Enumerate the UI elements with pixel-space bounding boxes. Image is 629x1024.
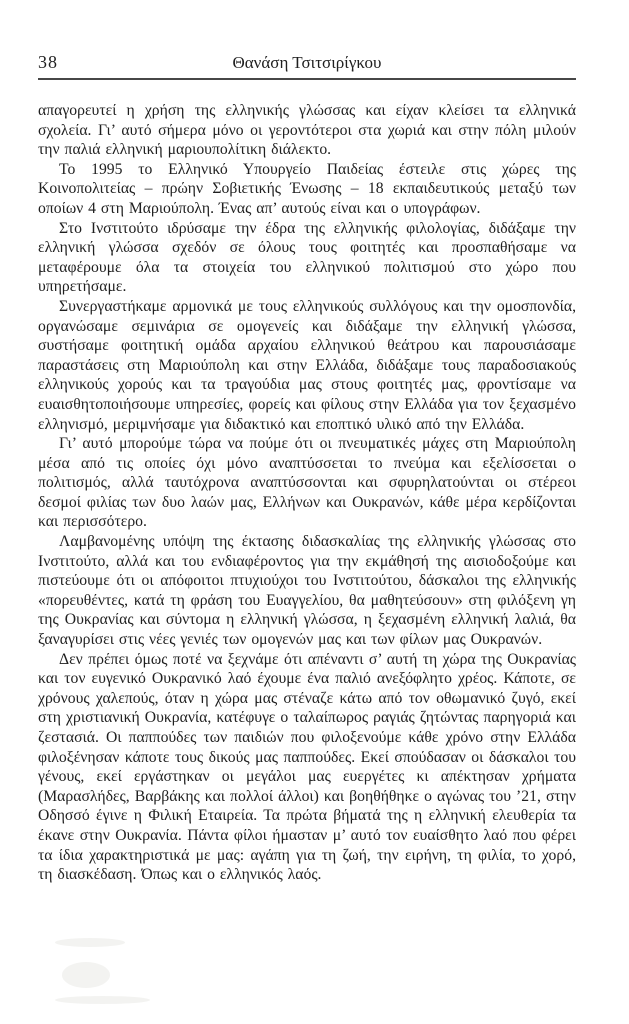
scan-artifact xyxy=(55,938,125,947)
paragraph: απαγορευτεί η χρήση της ελληνικής γλώσσας και είχαν κλείσει τα ελληνικά σχολεία. Γι’ αυτό σήμερα μόνο οι γεροντότεροι στα χωριά και στην πόλη μιλούν την παλιά ελληνική μαριουπολίτικη διάλεκτο. xyxy=(38,102,576,159)
body-text xyxy=(38,101,576,885)
running-header-title: Θανάση Τσιτσιρίγκου xyxy=(232,53,382,72)
paragraph: Στο Ινστιτούτο ιδρύσαμε την έδρα της ελληνικής φιλολογίας, διδάξαμε την ελληνική γλώσσα σχεδόν σε όλους τους φοιτητές και προσπαθήσαμε να μεταφέρουμε όλα τα στοιχεία του ελληνικού πολιτισμού στο χώρο που υπηρετήσαμε. xyxy=(38,219,576,296)
paragraph: Δεν πρέπει όμως ποτέ να ξεχνάμε ότι απέναντι σ’ αυτή τη χώρα της Ουκρανίας και τον ευγενικό Ουκρανικό λαό έχουμε ένα παλιό ανεξόφλητο χρέος. Κάποτε, σε χρόνους χαλεπούς, όταν η χώρα μας στέναζε κάτω από τον οθωμανικό ζυγό, εκεί στη χριστιανική Ουκρανία, κατέφυγε ο ταλαίπωρος ραγιάς ζητώντας παρηγοριά και ζεστασιά. Οι παππούδες των παιδιών που φιλοξενούμε κάθε χρόνο στην Ελλάδα φιλοξένησαν κάποτε τους δικούς μας παππούδες. Εκεί σπούδασαν οι δάσκαλοι του γένους, εκεί εργάστηκαν οι μεγάλοι μας ευεργέτες κι απέκτησαν χρήματα (Μαρασλήδες, Βαρβάκης και πολλοί άλλοι) και βοηθήθηκε ο αγώνας του ’21, στην Οδησσό έγινε η Φιλική Εταιρεία. Τα πρώτα βήματά της η ελληνική ελευθερία τα έκανε στην Ουκρανία. Πάντα φίλοι ήμασταν μ’ αυτό τον ευαίσθητο λαό που φέρει τα ίδια χαρακτηριστικά με μας: αγάπη για τη ζωή, την ειρήνη, τη φιλία, το χορό, τη διασκέδαση. Όπως και ο ελληνικός λαός. xyxy=(38,650,576,884)
scan-artifact xyxy=(62,962,110,988)
page-number: 38 xyxy=(38,52,58,72)
paragraph: Συνεργαστήκαμε αρμονικά με τους ελληνικούς συλλόγους και την ομοσπονδία, οργανώσαμε σεμινάρια σε ομογενείς και διδάξαμε την ελληνική γλώσσα, συστήσαμε φοιτητική ομάδα αρχαίου ελληνικού θεάτρου και παρουσιάσαμε παραστάσεις στη Μαριούπολη και στην Ελλάδα, διδάξαμε τους παραδοσιακούς ελληνικούς χορούς και τα τραγούδια μας στους φοιτητές μας, φροντίσαμε να ευαισθητοποιήσουμε υπηρεσίες, φορείς και φίλους στην Ελλάδα για τον ξεχασμένο ελληνισμό, μεριμνήσαμε για διδακτικό και εποπτικό υλικό από την Ελλάδα. xyxy=(38,297,576,433)
running-header xyxy=(38,52,576,80)
paragraph: Λαμβανομένης υπόψη της έκτασης διδασκαλίας της ελληνικής γλώσσας στο Ινστιτούτο, αλλά και του ενδιαφέροντος για την εκμάθησή της αισιοδοξούμε και πιστεύουμε ότι οι απόφοιτοι πτυχιούχοι του Ινστιτούτου, δάσκαλοι της ελληνικής «πορευθέντες, κατά τη φράση του Ευαγγελίου, θα μαθητεύσουν» στη φιλόξενη γη της Ουκρανίας και σύντομα η ελληνική γλώσσα, η ξεχασμένη ελληνική λαλιά, θα ξαναγυρίσει στις νέες γενιές των ομογενών μας και των φίλων μας Ουκρανών. xyxy=(38,533,576,649)
paragraph: Το 1995 το Ελληνικό Υπουργείο Παιδείας έστειλε στις χώρες της Κοινοπολιτείας – πρώην Σοβιετικής Ένωσης – 18 εκπαιδευτικούς μεταξύ των οποίων 4 στη Μαριούπολη. Ένας απ’ αυτούς είναι και ο υπογράφων. xyxy=(38,160,576,217)
paragraph: Γι’ αυτό μπορούμε τώρα να πούμε ότι οι πνευματικές μάχες στη Μαριούπολη μέσα από τις οποίες όχι μόνο αναπτύσσεται το πνεύμα και εξελίσσεται ο πολιτισμός, αλλά ταυτόχρονα αναπτύσσονται και σφυρηλατούνται οι στέρεοι δεσμοί φιλίας των δυο λαών μας, Ελλήνων και Ουκρανών, κάθε μέρα κερδίζονται και περισσότερο. xyxy=(38,435,576,531)
text-block xyxy=(38,52,576,885)
scan-artifact xyxy=(55,996,150,1004)
